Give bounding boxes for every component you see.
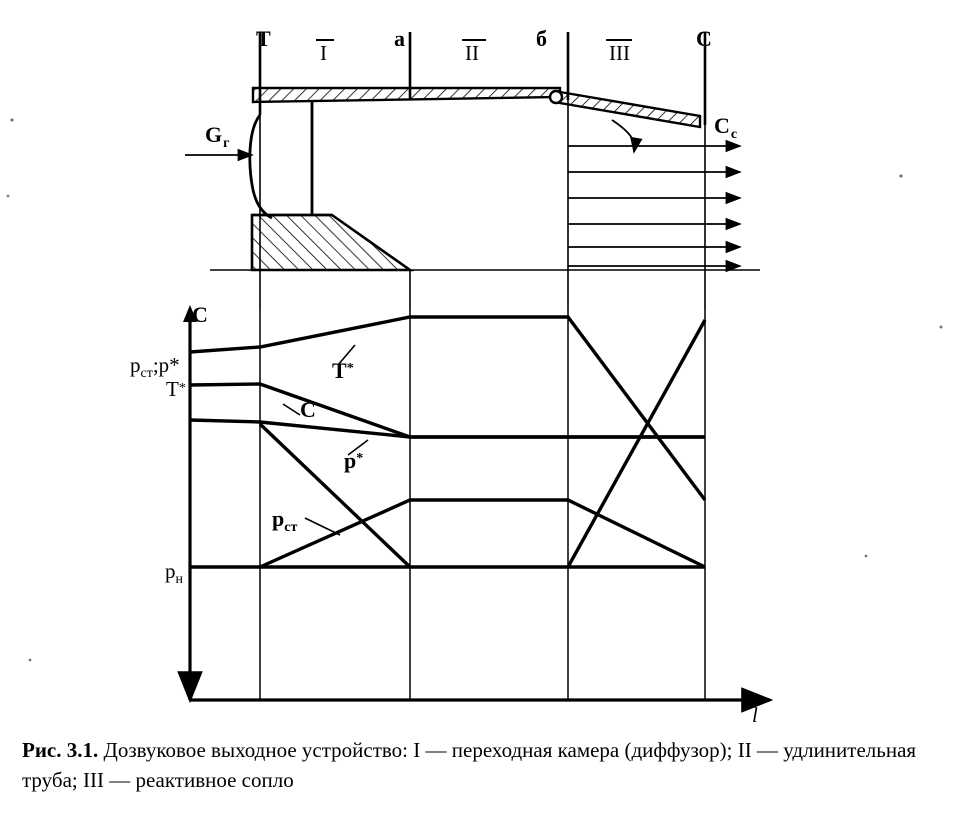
- label-axis-C: C: [192, 302, 208, 327]
- label-section-III: III: [609, 41, 630, 65]
- label-section-II: II: [465, 41, 479, 65]
- duct-upper-wall: [253, 88, 700, 127]
- label-curve-p-st: $p_{ст}$: [272, 506, 298, 535]
- label-x-axis: l: [752, 703, 758, 727]
- label-axis-p-n: $p_н$: [165, 559, 183, 587]
- figure-caption: [22, 735, 952, 795]
- upper-wall-section-I-II: [253, 88, 560, 102]
- plot-labels: [130, 302, 758, 727]
- leader-p-st: [305, 518, 340, 535]
- hub-body: [252, 215, 410, 270]
- curve-p-star: [190, 420, 705, 437]
- label-station-C: С: [696, 26, 712, 51]
- label-axis-T-star: T*: [166, 377, 186, 401]
- label-axis-pst-pstar: $p_{ст};p*$: [130, 353, 180, 381]
- plot-grid: [260, 310, 705, 700]
- leader-C: [283, 404, 300, 415]
- upper-wall-section-III: [560, 92, 700, 127]
- curve-p-st-section-III: [568, 320, 705, 567]
- label-curve-T-star: T*: [332, 358, 354, 383]
- label-curve-C: С: [300, 397, 316, 422]
- lower-hub: [252, 215, 410, 270]
- curve-T-star: [190, 317, 705, 500]
- label-station-a: а: [394, 26, 405, 51]
- scan-speckles: [7, 118, 943, 661]
- curved-flow-arrow: [612, 120, 634, 152]
- exhaust-arrows: [568, 120, 740, 266]
- label-curve-p-star: p*: [344, 448, 364, 473]
- plot-curves: [190, 317, 705, 567]
- inner-wall-left: [250, 115, 272, 218]
- joint-node: [550, 91, 562, 103]
- label-outlet-velocity: $C_с$: [714, 113, 738, 142]
- duct-contour-lines: [260, 100, 705, 310]
- curve-p-st-rise: [260, 500, 705, 567]
- plot-axes: [190, 310, 770, 700]
- curve-leaders: [283, 345, 368, 535]
- figure-number: Рис. 3.1.: [22, 738, 99, 762]
- label-inlet-flow: $G_г$: [205, 122, 230, 151]
- figure-caption-text: Дозвуковое выходное устройство: I — переходная камера (диффузор); II — удлинительная труба; III — реактивное сопло: [22, 738, 917, 792]
- label-station-b: б: [536, 26, 547, 51]
- label-section-I: I: [320, 41, 327, 65]
- curve-p-st-descend: [260, 424, 410, 567]
- label-station-T: Т: [256, 26, 271, 51]
- inner-contour: [250, 102, 312, 218]
